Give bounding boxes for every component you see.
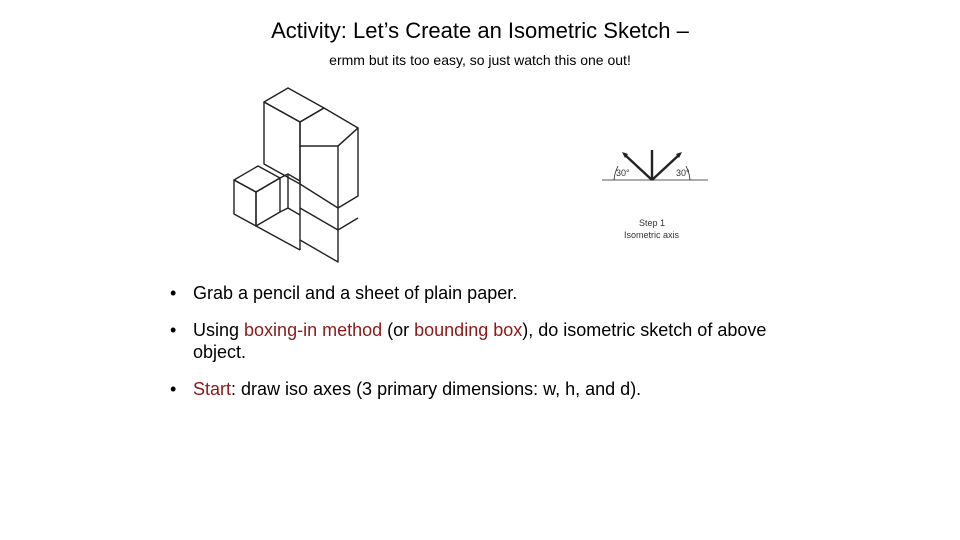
bullet-dot-icon: •: [170, 320, 177, 340]
bullet-list: [170, 282, 810, 415]
bullet-item: • Grab a pencil and a sheet of plain paper.: [170, 283, 518, 303]
angle-label-right: 30°: [676, 168, 690, 178]
highlight-start: Start: [193, 379, 232, 399]
bullet-dot-icon: •: [170, 379, 177, 399]
angle-label-left: 30°: [616, 168, 630, 178]
bullet-item: • Start: draw iso axes (3 primary dimensions: w, h, and d).: [170, 379, 642, 399]
highlight-boxing-in: boxing-in method: [244, 320, 383, 340]
axis-step-label: Step 1: [639, 218, 666, 228]
isometric-object-drawing: [228, 84, 378, 269]
axis-caption: Isometric axis: [624, 230, 680, 240]
bullet-dot-icon: •: [170, 283, 177, 303]
slide-subtitle: ermm but its too easy, so just watch this one out!: [329, 52, 631, 68]
highlight-bounding-box: bounding box: [414, 320, 523, 340]
slide-title: Activity: Let’s Create an Isometric Sketch –: [271, 18, 689, 43]
bullet-item: • Using boxing-in method (or bounding box), do isometric sketch of above object.: [170, 320, 767, 362]
